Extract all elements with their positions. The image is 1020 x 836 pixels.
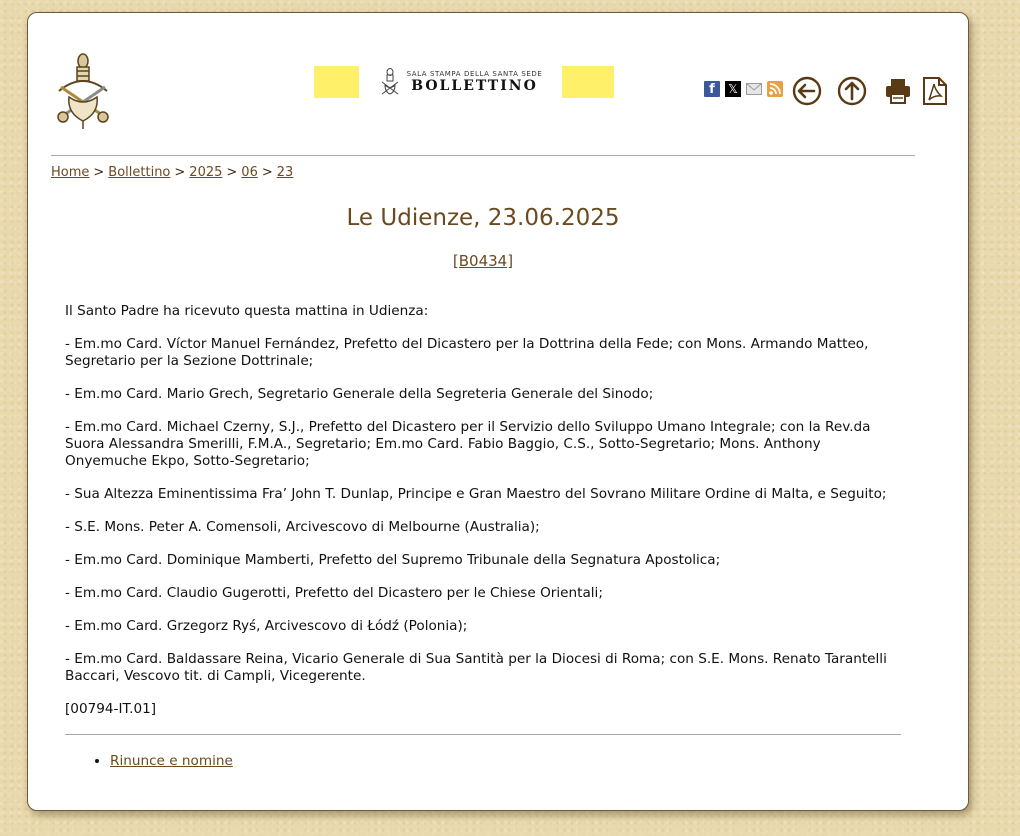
banner-title: BOLLETTINO [411,78,538,94]
mini-crest-icon [379,68,401,96]
audience-paragraph: - Em.mo Card. Mario Grech, Segretario Generale della Segreteria Generale del Sinodo; [65,386,654,402]
up-arrow-icon[interactable] [837,76,867,106]
rss-icon[interactable] [767,81,783,97]
related-links [90,753,233,769]
papal-crest-logo[interactable] [51,51,115,131]
pdf-icon[interactable] [922,76,948,106]
rinunce-e-nomine-link[interactable]: Rinunce e nomine [110,753,233,769]
content-card [27,12,969,811]
header-divider [51,155,915,156]
breadcrumb-separator: > [93,165,105,180]
article-intro: Il Santo Padre ha ricevuto questa mattina in Udienza: [65,303,429,319]
audience-paragraph: - Em.mo Card. Víctor Manuel Fernández, Prefetto del Dicastero per la Dottrina della Fede; con Mons. Armando Matteo, Segretario per la Sezione Dottrinale; [65,336,869,369]
breadcrumb-separator: > [226,165,238,180]
page-title: Le Udienze, 23.06.2025 [346,205,620,231]
mail-icon[interactable] [746,81,762,97]
banner-left-bar [314,66,359,98]
breadcrumb-year-link[interactable]: 2025 [189,165,223,180]
print-icon[interactable] [883,76,913,106]
audience-paragraph: - S.E. Mons. Peter A. Comensoli, Arcivescovo di Melbourne (Australia); [65,519,540,535]
breadcrumb-separator: > [174,165,186,180]
bulletin-code [28,252,938,270]
footer-divider [65,734,901,735]
breadcrumb-separator: > [261,165,273,180]
article-body [65,303,895,734]
breadcrumb [51,165,293,180]
breadcrumb-month-link[interactable]: 06 [241,165,258,180]
breadcrumb-day-link[interactable]: 23 [276,165,294,180]
banner-center [359,66,562,98]
bollettino-banner[interactable] [314,66,614,98]
audience-paragraph: - Em.mo Card. Michael Czerny, S.J., Prefetto del Dicastero per il Servizio dello Sviluppo Umano Integrale; con la Rev.da Suora Alessandra Smerilli, F.M.A., Segretario; Em.mo Card. Fabio Baggio, C.S., Sotto-Segretario; Mons. Anthony Onyemuche Ekpo, Sotto-Segretario; [65,419,871,469]
banner-right-bar [562,66,614,98]
audience-paragraph: - Em.mo Card. Dominique Mamberti, Prefetto del Supremo Tribunale della Segnatura Apostolica; [65,552,721,568]
back-arrow-icon[interactable] [792,76,822,106]
bulletin-code-link[interactable]: [B0434] [452,252,514,270]
audience-paragraph: - Sua Altezza Eminentissima Fra’ John T. Dunlap, Principe e Gran Maestro del Sovrano Militare Ordine di Malta, e Seguito; [65,486,887,502]
article-footer-code: [00794-IT.01] [65,701,157,717]
facebook-icon[interactable]: f [704,81,720,97]
breadcrumb-home-link[interactable]: Home [51,165,90,180]
list-item [110,753,233,769]
audience-paragraph: - Em.mo Card. Baldassare Reina, Vicario Generale di Sua Santità per la Diocesi di Roma; con S.E. Mons. Renato Tarantelli Baccari, Vescovo tit. di Campli, Vicegerente. [65,651,887,684]
breadcrumb-bollettino-link[interactable]: Bollettino [108,165,171,180]
banner-subtitle: SALA STAMPA DELLA SANTA SEDE [406,70,543,78]
audience-paragraph: - Em.mo Card. Claudio Gugerotti, Prefetto del Dicastero per le Chiese Orientali; [65,585,603,601]
audience-paragraph: - Em.mo Card. Grzegorz Ryś, Arcivescovo di Łódź (Polonia); [65,618,468,634]
x-icon[interactable]: 𝕏 [725,81,741,97]
